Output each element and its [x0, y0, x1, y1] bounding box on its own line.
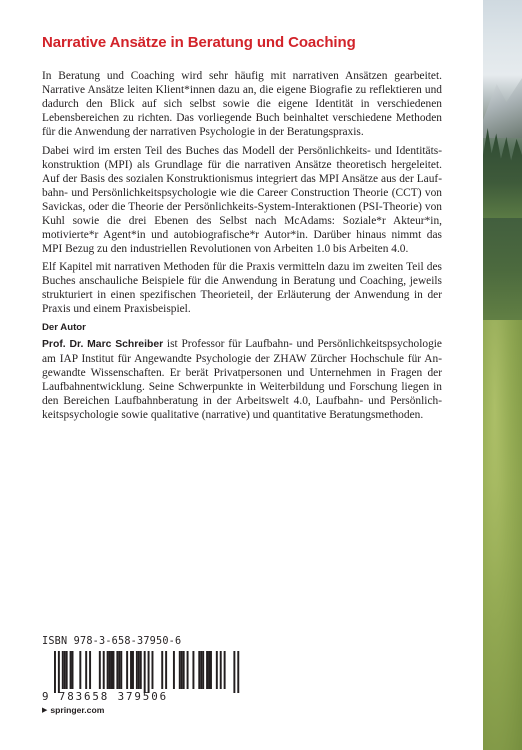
- isbn-barcode: [42, 636, 250, 706]
- barcode-bar: [187, 651, 189, 689]
- barcode-bar: [89, 651, 91, 689]
- barcode-bar: [183, 651, 185, 689]
- book-title: Narrative Ansätze in Beratung und Coaching: [42, 34, 356, 51]
- barcode-bar: [136, 651, 138, 689]
- barcode-bar: [198, 651, 200, 689]
- author-name: Prof. Dr. Marc Schreiber: [42, 339, 164, 350]
- barcode-bar: [173, 651, 175, 689]
- barcode-bar: [161, 651, 163, 689]
- barcode-bar: [179, 651, 181, 689]
- barcode-icon: [42, 651, 250, 693]
- barcode-bar: [152, 651, 154, 689]
- barcode-bar: [165, 651, 167, 689]
- barcode-bar: [64, 651, 66, 689]
- barcode-bar: [140, 651, 142, 689]
- barcode-bar: [192, 651, 194, 689]
- barcode-bar: [206, 651, 208, 689]
- publisher-link[interactable]: [42, 705, 104, 715]
- barcode-bar: [79, 651, 81, 689]
- barcode-bar: [220, 651, 222, 689]
- barcode-bar: [116, 651, 118, 689]
- barcode-bar: [210, 651, 212, 689]
- barcode-bar: [118, 651, 120, 689]
- cover-photo-strip: [483, 0, 522, 750]
- blurb-paragraph-1: In Beratung und Coaching wird sehr häufig mit narrativen Ansätzen gearbeitet. Narrative Ansätze leiten Klient*innen dazu an, die eigene Biografie zu reflektieren und dadurch den Blick auf sich selbst sowie die eigene Identität in verschiedenen Lebensbereichen zu richten. Das vorliegende Buch beinhaltet verschiedene Methoden für die Anwendung der narrativen Psychologie in der Beratungspraxis.: [42, 70, 442, 138]
- barcode-bar: [144, 651, 146, 693]
- blurb-paragraph-3: Elf Kapitel mit narrativen Methoden für die Praxis vermitteln dazu im zweiten Teil des Buches anschauliche Beispiele für die Anwendung in Beratung und Coaching, jeweils strukturiert in einen spezifischen Theorieteil, der Erläuterung der Anwendung in der Praxis und einem Praxisbeispiel.: [42, 261, 442, 315]
- triangle-right-icon: ▶: [42, 706, 48, 714]
- meadow-shape: [483, 320, 522, 750]
- barcode-bar: [181, 651, 183, 689]
- barcode-bar: [148, 651, 150, 693]
- author-heading: Der Autor: [42, 322, 86, 333]
- barcode-bar: [85, 651, 87, 689]
- barcode-bar: [99, 651, 101, 689]
- publisher-url: springer.com: [50, 705, 105, 715]
- barcode-bar: [233, 651, 235, 693]
- barcode-bar: [62, 651, 64, 689]
- barcode-bar: [237, 651, 239, 693]
- barcode-bar: [111, 651, 113, 689]
- blurb-paragraph-2: Dabei wird im ersten Teil des Buches das Modell der Persönlichkeits- und Identitätskonstruktion (MPI) als Grundlage für die narrativen Ansätze theoretisch hergeleitet. Auf der Basis des sozialen Konstruktionismus integriert das MPI Ansätze aus der Laufbahn- und Persönlichkeitspsychologie wie die Career Construction Theorie (CCT) von Savickas, oder die Theorie der Persönlichkeits-System-Interaktionen (PSI-Theorie) von Kuhl sowie die drei Ebenen des Selbst nach McAdams: Soziale*r Akteur*in, motivierte*r Agent*in und autobiografische*r Autor*in. Darüber hinaus nimmt das MPI Bezug zu den industriellen Revolutionen von Arbeiten 1.0 bis Arbeiten 4.0.: [42, 145, 442, 255]
- barcode-bar: [70, 651, 72, 689]
- barcode-bar: [126, 651, 128, 689]
- barcode-bar: [109, 651, 111, 689]
- barcode-bar: [72, 651, 74, 689]
- isbn-label: ISBN 978-3-658-37950-6: [42, 636, 182, 647]
- barcode-bar: [208, 651, 210, 689]
- barcode-bar: [138, 651, 140, 689]
- barcode-bar: [130, 651, 132, 689]
- barcode-bar: [103, 651, 105, 689]
- barcode-bar: [107, 651, 109, 689]
- barcode-bar: [202, 651, 204, 689]
- barcode-bar: [224, 651, 226, 689]
- mountain-shape: [483, 78, 522, 138]
- barcode-bar: [58, 651, 60, 693]
- author-bio-text: ist Professor für Laufbahn- und Persönlichkeitspsychologie am IAP Institut für Angewandte Psychologie der ZHAW Zürcher Hochschule für Angewandte Wissenschaften. Er berät Privatpersonen und Unternehmen in Fragen der Laufbahnentwicklung. Seine Schwerpunkte in Weiterbildung und Forschung liegen in den Bereichen Laufbahnberatung in der Arbeitswelt 4.0, Laufbahn- und Persönlichkeitspsychologie sowie qualitative (narrative) und quantitative Beratungsmethoden.: [42, 338, 442, 421]
- barcode-bar: [132, 651, 134, 689]
- barcode-bar: [120, 651, 122, 689]
- barcode-bar: [66, 651, 68, 689]
- barcode-bar: [216, 651, 218, 689]
- barcode-digits: 9 783658 379506: [42, 690, 169, 703]
- barcode-bar: [54, 651, 56, 693]
- author-bio: [42, 337, 442, 422]
- forest-shape: [483, 128, 522, 218]
- barcode-bar: [200, 651, 202, 689]
- barcode-bar: [113, 651, 115, 689]
